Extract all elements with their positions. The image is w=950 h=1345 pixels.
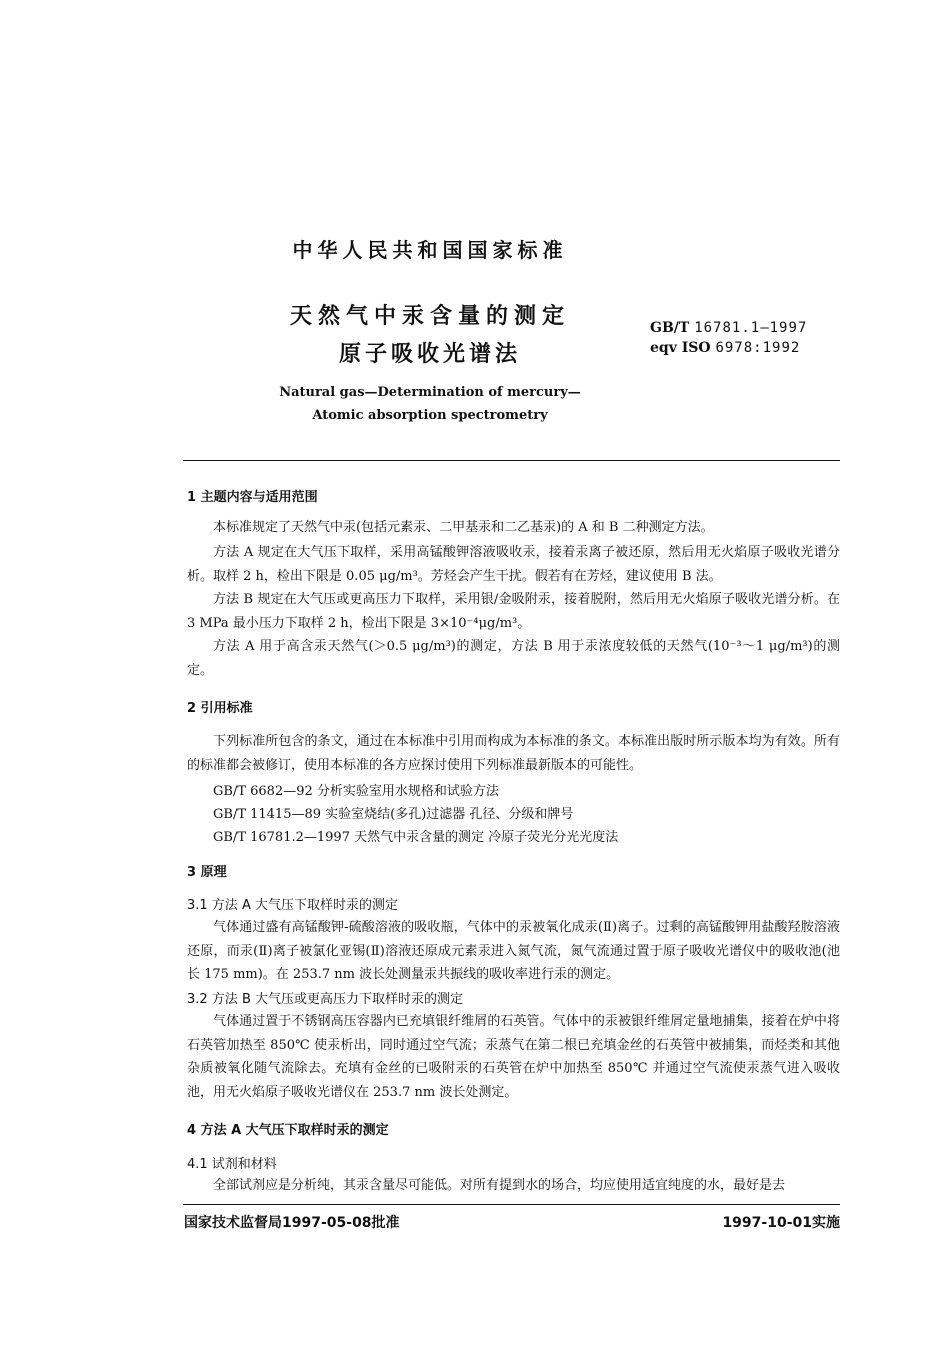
section-3-2-heading: 3.2 方法 B 大气压或更高压力下取样时汞的测定 [187, 992, 463, 1007]
document-title-line1: 天然气中汞含量的测定 [289, 304, 570, 329]
english-title-line2: Atomic absorption spectrometry [312, 408, 548, 423]
approval-date: 国家技术监督局1997-05-08批准 [184, 1215, 400, 1231]
standard-type-heading: 中华人民共和国国家标准 [292, 238, 568, 262]
section-1-paragraph-4: 方法 A 用于高含汞天然气(＞0.5 μg/m³)的测定，方法 B 用于汞浓度较低的天然气(10⁻³～1 μg/m³)的测定。 [187, 639, 840, 678]
section-3-1-heading: 3.1 方法 A 大气压下取样时汞的测定 [187, 898, 398, 913]
eqv-label: eqv ISO [650, 340, 711, 356]
section-3-heading: 3 原理 [187, 865, 227, 880]
gb-number: 16781.1—1997 [694, 320, 808, 336]
section-4-heading: 4 方法 A 大气压下取样时汞的测定 [187, 1123, 389, 1138]
section-4-1-paragraph: 全部试剂应是分析纯，其汞含量尽可能低。对所有提到水的场合，均应使用适宜纯度的水，最好是去 [213, 1178, 786, 1193]
footer-divider [183, 1204, 840, 1205]
section-1-paragraph-2: 方法 A 规定在大气压下取样，采用高锰酸钾溶液吸收汞，接着汞离子被还原，然后用无火焰原子吸收光谱分析。取样 2 h，检出下限是 0.05 μg/m³。芳烃会产生干扰。假若有在芳烃，建议使用 B 法。 [187, 545, 840, 584]
section-1-paragraph-3: 方法 B 规定在大气压或更高压力下取样，采用银/金吸附汞，接着脱附，然后用无火焰原子吸收光谱分析。在 3 MPa 最小压力下取样 2 h，检出下限是 3×10⁻⁴μg/m³。 [187, 592, 840, 631]
document-title-line2: 原子吸收光谱法 [338, 342, 521, 367]
section-1-heading: 1 主题内容与适用范围 [187, 490, 318, 505]
reference-item: GB/T 16781.2—1997 天然气中汞含量的测定 冷原子荧光分光光度法 [213, 830, 619, 845]
section-2-heading: 2 引用标准 [187, 701, 253, 716]
section-4-1-heading: 4.1 试剂和材料 [187, 1157, 277, 1172]
reference-item: GB/T 6682—92 分析实验室用水规格和试验方法 [213, 784, 499, 799]
section-3-1-paragraph: 气体通过盛有高锰酸钾-硫酸溶液的吸收瓶，气体中的汞被氧化成汞(Ⅱ)离子。过剩的高锰酸钾用盐酸羟胺溶液还原，而汞(Ⅱ)离子被氯化亚锡(Ⅱ)溶液还原成元素汞进入氮气流，氮气流通过置于原子吸收光谱仪中的吸收池(池长 175 mm)。在 253.7 nm 波长处测量汞共振线的吸收率进行汞的测定。 [187, 920, 840, 982]
section-1-paragraph-1: 本标准规定了天然气中汞(包括元素汞、二甲基汞和二乙基汞)的 A 和 B 二种测定方法。 [213, 520, 714, 535]
gb-standard-code [650, 320, 807, 336]
reference-item: GB/T 11415—89 实验室烧结(多孔)过滤器 孔径、分级和牌号 [213, 807, 574, 822]
implementation-date: 1997-10-01实施 [722, 1215, 840, 1231]
eqv-standard-code [650, 340, 800, 356]
section-3-2-paragraph: 气体通过置于不锈钢高压容器内已充填银纤维屑的石英管。气体中的汞被银纤维屑定量地捕集，接着在炉中将石英管加热至 850℃ 使汞析出，同时通过空气流；汞蒸气在第二根已充填金丝的石英管中被捕集，而烃类和其他杂质被氧化随气流除去。充填有金丝的已吸附汞的石英管在炉中加热至 850℃ 并通过空气流使汞蒸气进入吸收池，用无火焰原子吸收光谱仪在 253.7 nm 波长处测定。 [187, 1014, 840, 1100]
eqv-number: 6978:1992 [715, 340, 801, 356]
gb-label: GB/T [650, 320, 690, 336]
english-title-line1: Natural gas—Determination of mercury— [279, 385, 581, 400]
header-divider [183, 460, 840, 461]
section-2-paragraph: 下列标准所包含的条文，通过在本标准中引用而构成为本标准的条文。本标准出版时所示版本均为有效。所有的标准都会被修订，使用本标准的各方应探讨使用下列标准最新版本的可能性。 [187, 734, 840, 773]
